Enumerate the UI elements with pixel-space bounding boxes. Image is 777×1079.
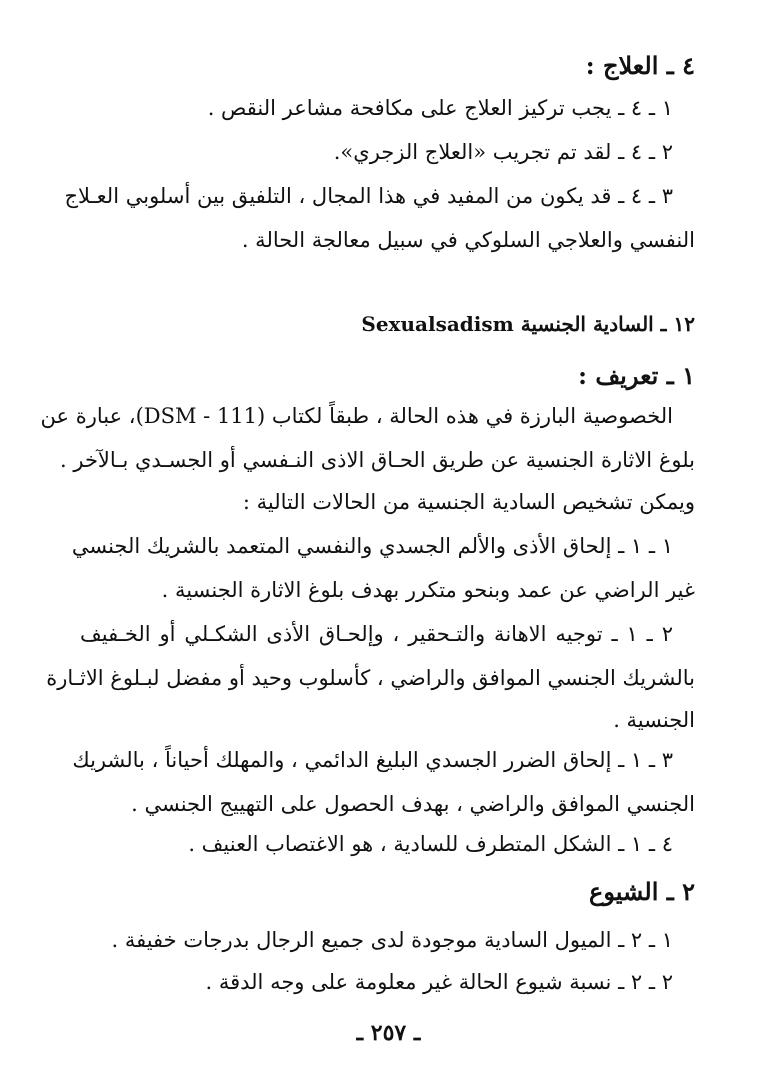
treatment-item-1: ١ ـ ٤ ـ يجب تركيز العلاج على مكافحة مشاعر النقص .: [207, 96, 673, 120]
prevalence-item-2: ٢ ـ ٢ ـ نسبة شيوع الحالة غير معلومة على وجه الدقة .: [205, 970, 673, 994]
criterion-3-line-1: ٣ ـ ١ ـ إلحاق الضرر الجسدي البليغ الدائمي ، والمهلك أحياناً ، بالشريك: [72, 748, 673, 772]
criterion-4: ٤ ـ ١ ـ الشكل المتطرف للسادية ، هو الاغتصاب العنيف .: [188, 832, 673, 856]
definition-line-2: بلوغ الاثارة الجنسية عن طريق الحـاق الاذى النـفسي أو الجسـدي بـالآخر .: [60, 448, 695, 472]
prevalence-heading: ٢ ـ الشيوع: [589, 877, 695, 906]
treatment-item-3: ٣ ـ ٤ ـ قد يكون من المفيد في هذا المجال ، التلفيق بين أسلوبي العـلاج: [64, 184, 673, 208]
sadism-heading-english: Sexualsadism: [361, 312, 514, 336]
definition-heading: ١ ـ تعريف :: [578, 361, 695, 390]
definition-line-3: ويمكن تشخيص السادية الجنسية من الحالات التالية :: [242, 490, 695, 514]
criterion-2-line-1: ٢ ـ ١ ـ توجيه الاهانة والتـحقير ، وإلحـاق الأذى الشكـلي أو الخـفيف: [80, 622, 673, 646]
prevalence-item-1: ١ ـ ٢ ـ الميول السادية موجودة لدى جميع الرجال بدرجات خفيفة .: [111, 928, 673, 952]
treatment-heading: ٤ ـ العلاج :: [585, 51, 695, 80]
criterion-1-line-1: ١ ـ ١ ـ إلحاق الأذى والألم الجسدي والنفسي المتعمد بالشريك الجنسي: [71, 534, 673, 558]
sadism-heading: [80, 310, 695, 338]
sadism-heading-arabic: ١٢ ـ السادية الجنسية: [520, 312, 695, 336]
treatment-item-2: ٢ ـ ٤ ـ لقد تم تجريب «العلاج الزجري».: [333, 140, 673, 164]
criterion-2-line-2: بالشريك الجنسي الموافق والراضي ، كأسلوب وحيد أو مفضل لبـلوغ الاثـارة: [46, 666, 695, 690]
definition-line-1: الخصوصية البارزة في هذه الحالة ، طبقاً لكتاب (DSM - 111)، عبارة عن: [40, 404, 673, 428]
criterion-1-line-2: غير الراضي عن عمد وبنحو متكرر بهدف بلوغ الاثارة الجنسية .: [161, 578, 695, 602]
criterion-3-line-2: الجنسي الموافق والراضي ، بهدف الحصول على التهييج الجنسي .: [131, 792, 695, 816]
treatment-item-3-continued: النفسي والعلاجي السلوكي في سبيل معالجة الحالة .: [241, 228, 695, 252]
criterion-2-line-3: الجنسية .: [613, 708, 695, 732]
page-number: ـ ٢٥٧ ـ: [356, 1020, 421, 1046]
